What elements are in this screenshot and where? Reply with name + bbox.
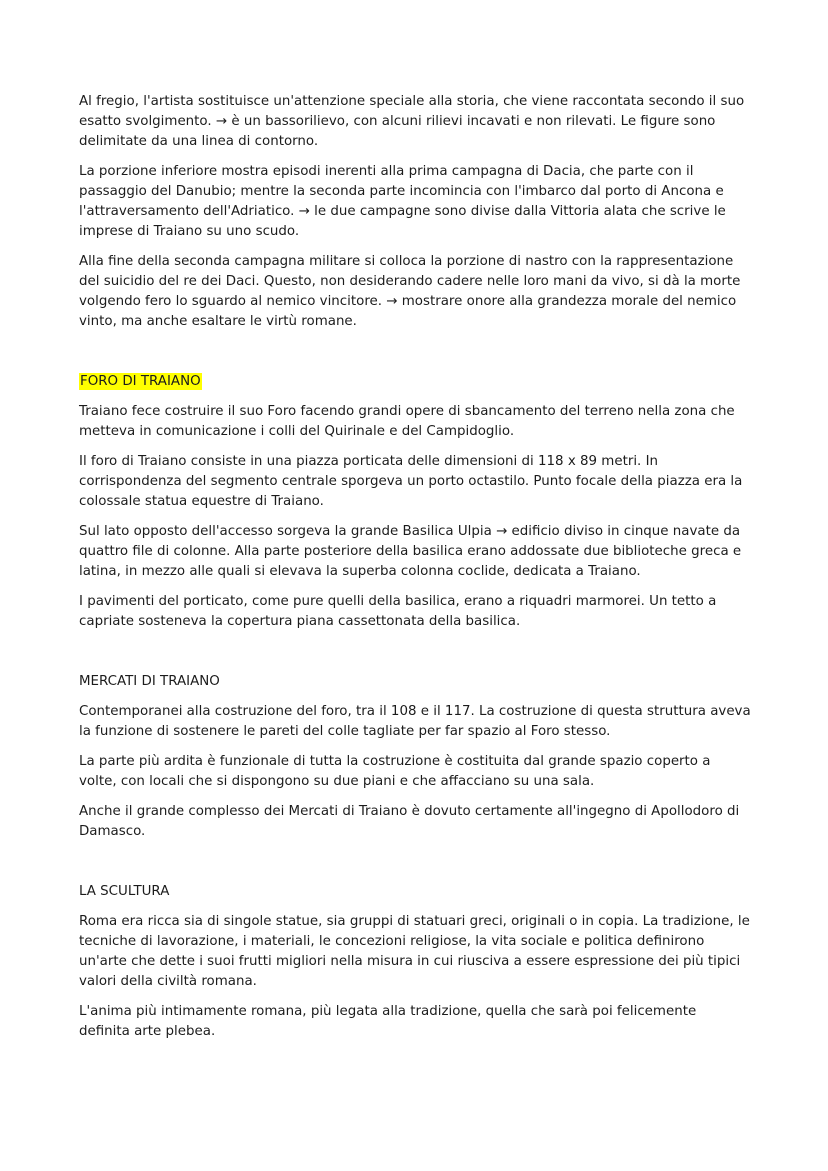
foro-section xyxy=(79,372,751,632)
paragraph: Traiano fece costruire il suo Foro facendo grandi opere di sbancamento del terreno nella zona che metteva in comunicazione i colli del Quirinale e del Campidoglio. xyxy=(79,404,735,439)
section-heading: MERCATI DI TRAIANO xyxy=(79,674,220,689)
section-heading: LA SCULTURA xyxy=(79,884,170,899)
paragraph: Roma era ricca sia di singole statue, sia gruppi di statuari greci, originali o in copia. La tradizione, le tecniche di lavorazione, i materiali, le concezioni religiose, la vita sociale e politica definirono un'arte che dette i suoi frutti migliori nella misura in cui riusciva a essere espressione dei più tipici valori della civiltà romana. xyxy=(79,914,750,989)
paragraph: Al fregio, l'artista sostituisce un'attenzione speciale alla storia, che viene raccontata secondo il suo esatto svolgimento. → è un bassorilievo, con alcuni rilievi incavati e non rilevati. Le figure sono delimitate da una linea di contorno. xyxy=(79,94,745,149)
document-page xyxy=(79,92,751,1052)
section-heading xyxy=(79,372,751,392)
scultura-section xyxy=(79,882,751,1042)
paragraph: Contemporanei alla costruzione del foro, tra il 108 e il 117. La costruzione di questa struttura aveva la funzione di sostenere le pareti del colle tagliate per far spazio al Foro stesso. xyxy=(79,704,751,739)
mercati-section xyxy=(79,672,751,842)
paragraph: Sul lato opposto dell'accesso sorgeva la grande Basilica Ulpia → edificio diviso in cinque navate da quattro file di colonne. Alla parte posteriore della basilica erano addossate due biblioteche greca e latina, in mezzo alle quali si elevava la superba colonna coclide, dedicata a Traiano. xyxy=(79,524,742,579)
paragraph: Il foro di Traiano consiste in una piazza porticata delle dimensioni di 118 x 89 metri. In corrispondenza del segmento centrale sporgeva un porto octastilo. Punto focale della piazza era la colossale statua equestre di Traiano. xyxy=(79,454,743,509)
highlighted-heading: FORO DI TRAIANO xyxy=(80,374,201,389)
paragraph: La parte più ardita è funzionale di tutta la costruzione è costituita dal grande spazio coperto a volte, con locali che si dispongono su due piani e che affacciano su una sala. xyxy=(79,754,711,789)
paragraph: La porzione inferiore mostra episodi inerenti alla prima campagna di Dacia, che parte con il passaggio del Danubio; mentre la seconda parte incomincia con l'imbarco dal porto di Ancona e l'attraversamento dell'Adriatico. → le due campagne sono divise dalla Vittoria alata che scrive le imprese di Traiano su uno scudo. xyxy=(79,164,726,239)
paragraph: L'anima più intimamente romana, più legata alla tradizione, quella che sarà poi felicemente definita arte plebea. xyxy=(79,1004,697,1039)
paragraph: Alla fine della seconda campagna militare si colloca la porzione di nastro con la rappresentazione del suicidio del re dei Daci. Questo, non desiderando cadere nelle loro mani da vivo, si dà la morte volgendo fero lo sguardo al nemico vincitore. → mostrare onore alla grandezza morale del nemico vinto, ma anche esaltare le virtù romane. xyxy=(79,254,741,329)
paragraph: Anche il grande complesso dei Mercati di Traiano è dovuto certamente all'ingegno di Apollodoro di Damasco. xyxy=(79,804,740,839)
paragraph: I pavimenti del porticato, come pure quelli della basilica, erano a riquadri marmorei. Un tetto a capriate sosteneva la copertura piana cassettonata della basilica. xyxy=(79,594,717,629)
intro-section xyxy=(79,92,751,332)
